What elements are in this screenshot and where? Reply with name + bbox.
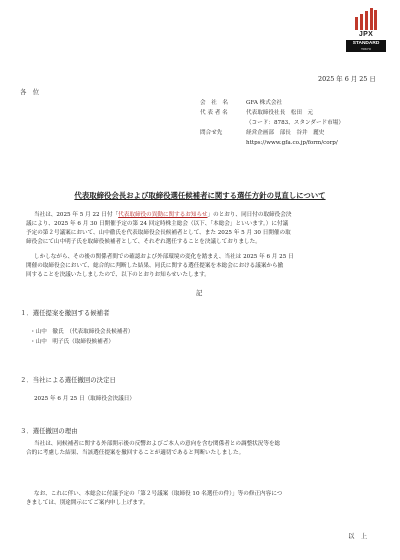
jpx-standard-text: STANDARD	[352, 41, 380, 46]
withdrawal-date: 2025 年 6 月 25 日（取締役会決議日）	[34, 396, 135, 402]
section2-heading: ２．当社による選任撤回の決定日	[20, 376, 116, 384]
para1-line1-start: 当社は、2025 年 5 月 22 日付「	[34, 212, 119, 218]
para1-line3: 予定の第２号議案において、山中徹氏を代表取締役会長候補者として、また 2025 年 5 月 30 日開催の取	[26, 230, 291, 236]
para2-line3: 回することを決議いたしましたので、以下のとおりお知らせいたします。	[26, 272, 210, 278]
closing-line2: きましては、別途開示にてご案内申し上げます。	[26, 500, 149, 506]
candidate-item-1: ・山中 徹氏 （代表取締役会長候補者）	[30, 329, 134, 335]
section3-line1: 当社は、同候補者に関する外部開示後の反響およびご本人の意向を含む関係者との調整状況等を総	[34, 441, 281, 447]
jpx-logo-mark-icon	[354, 8, 378, 30]
para1-line1-end: 」のとおり、同日付の取締役会決	[207, 212, 292, 218]
para1-line2: 議により、2025 年 6 月 30 日開催予定の第 24 回定時株主総会（以下、「本総会」といいます。）に付議	[26, 221, 289, 227]
company-name: GFA 株式会社	[246, 100, 283, 106]
jpx-city-text: TOKYO	[361, 47, 371, 51]
para2-line2: 開催の取締役会において、総合的に判断した結果、同氏に関する選任提案を本総会における議案から撤	[26, 263, 284, 269]
closing-line1: なお、これに伴い、本総会に付議予定の「第２号議案（取締役 10 名選任の件）」等の修正内容につ	[34, 491, 283, 497]
addressee: 各 位	[20, 88, 40, 96]
representative-label: 代 表 者 名	[200, 110, 228, 116]
securities-code: （コード：8783、スタンダード市場）	[246, 120, 344, 126]
document-title: 代表取締役会長および取締役選任候補者に関する選任方針の見直しについて	[74, 191, 326, 200]
referenced-release-link[interactable]: 代表取締役の異動に関するお知らせ	[118, 212, 208, 218]
para1-line4: 締役会にて山中明子氏を取締役候補者として、それぞれ選任することを決議しておりました。	[26, 239, 261, 245]
release-date: 2025 年 6 月 25 日	[318, 75, 376, 83]
jpx-standard-bar	[346, 40, 386, 52]
section3-line2: 合的に考慮した結果、当該選任提案を撤回することが適切であると判断いたしました。	[26, 450, 245, 456]
ki-mark: 記	[196, 289, 203, 297]
representative-name: 代表取締役社長 松田 元	[246, 110, 314, 116]
section1-heading: １．選任提案を撤回する候補者	[20, 309, 110, 317]
company-label: 会 社 名	[200, 100, 228, 106]
candidate-item-2: ・山中 明子氏（取締役候補者）	[30, 339, 114, 345]
contact-person: 経営企画部 部長 谷井 麗史	[246, 130, 325, 136]
contact-url-link[interactable]: https://www.gfa.co.jp/form/corp/	[246, 140, 338, 146]
section3-heading: ３．選任撤回の理由	[20, 427, 78, 435]
para1-line1	[34, 211, 291, 219]
ijo-end-mark: 以 上	[348, 532, 368, 540]
contact-label: 問合せ先	[200, 130, 223, 136]
jpx-brand-text: JPX	[358, 31, 374, 38]
para2-line1: しかしながら、その後の関係者間での確認および外部環境の変化を踏まえ、当社は 2025 年 6 月 25 日	[34, 254, 294, 260]
